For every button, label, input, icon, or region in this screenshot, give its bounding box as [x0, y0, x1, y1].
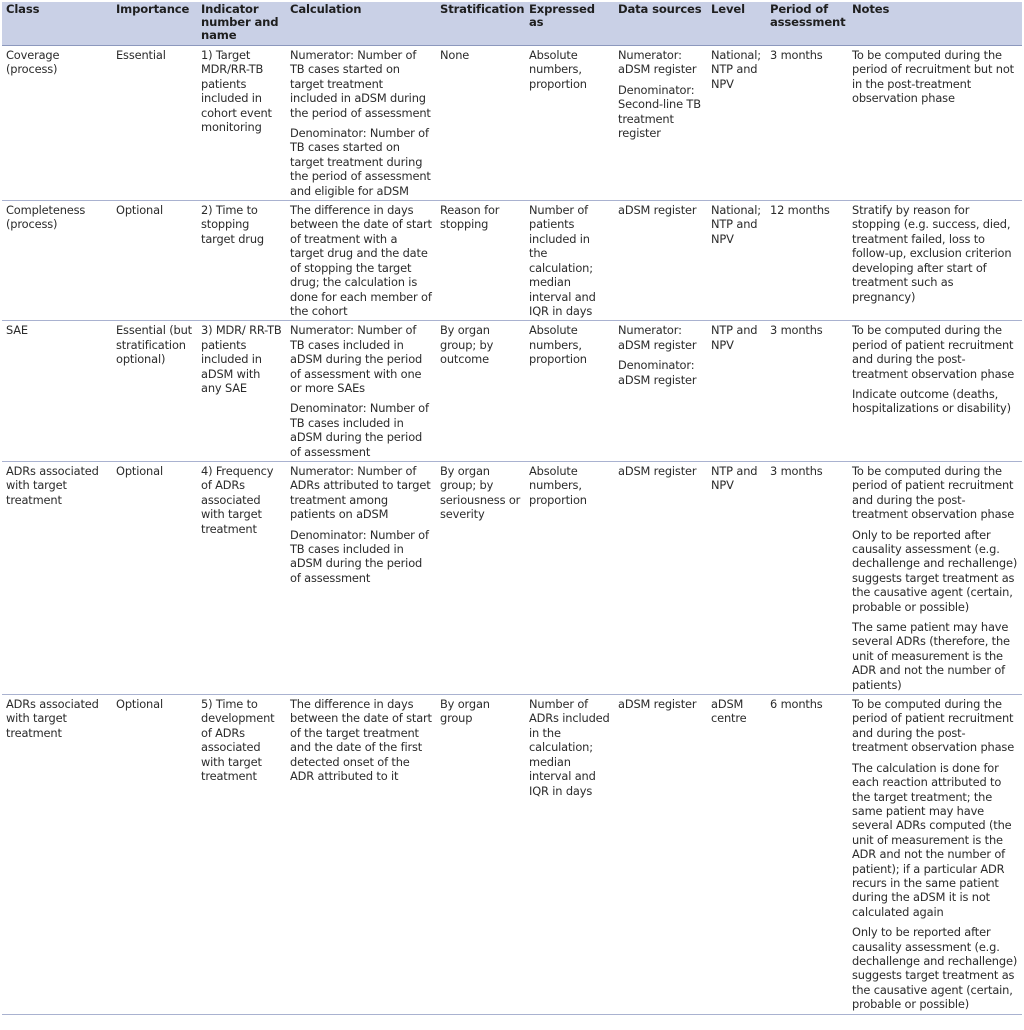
source-denominator: Denominator: Second-line TB treatment register: [618, 82, 701, 141]
table-row: [2, 201, 1022, 321]
calculation-numerator: Numerator: Number of ADRs attributed to target treatment among patients on aDSM: [290, 463, 431, 522]
cell-calculation: [286, 695, 436, 1015]
cell-expressed: Absolute numbers, proportion: [525, 321, 614, 462]
header-expressed: Expressed as: [525, 2, 614, 46]
cell-level: aDSM centre: [707, 695, 766, 1015]
cell-calculation: [286, 461, 436, 694]
cell-class: ADRs associated with target treatment: [2, 695, 112, 1015]
cell-period: 3 months: [766, 46, 848, 201]
table-row: [2, 695, 1022, 1015]
note: To be computed during the period of patient recruitment and during the post-treatment observation phase: [852, 463, 1015, 522]
cell-sources: [614, 461, 707, 694]
cell-class: Coverage (process): [2, 46, 112, 201]
cell-notes: [848, 201, 1022, 321]
cell-notes: [848, 46, 1022, 201]
cell-sources: [614, 321, 707, 462]
calculation-text: The difference in days between the date of start of the target treatment and the date of the first detected onset of the ADR attributed to it: [290, 697, 432, 784]
cell-period: 3 months: [766, 461, 848, 694]
cell-stratification: By organ group; by outcome: [436, 321, 525, 462]
note: Stratify by reason for stopping (e.g. success, died, treatment failed, loss to follow-up, exclusion criterion developing after start of treatment such as pregnancy): [852, 203, 1012, 304]
calculation-denominator: Denominator: Number of TB cases included in aDSM during the period of assessment: [290, 401, 429, 459]
cell-expressed: Number of ADRs included in the calculation; median interval and IQR in days: [525, 695, 614, 1015]
cell-period: 3 months: [766, 321, 848, 462]
header-calculation: Calculation: [286, 2, 436, 46]
source: aDSM register: [618, 463, 697, 478]
note: The same patient may have several ADRs (therefore, the unit of measurement is the ADR and not the number of patients): [852, 620, 1010, 692]
header-stratification: Stratification: [436, 2, 525, 46]
cell-importance: Optional: [112, 695, 197, 1015]
cell-indicator: 1) Target MDR/RR-TB patients included in cohort event monitoring: [197, 46, 286, 201]
table-row: [2, 46, 1022, 201]
header-period: Period of assessment: [766, 2, 848, 46]
indicators-table: [2, 2, 1022, 1015]
cell-importance: Optional: [112, 201, 197, 321]
cell-level: NTP and NPV: [707, 461, 766, 694]
header-level: Level: [707, 2, 766, 46]
calculation-denominator: Denominator: Number of TB cases started on target treatment during the period of assessment and eligible for aDSM: [290, 126, 431, 198]
cell-indicator: 3) MDR/ RR-TB patients included in aDSM with any SAE: [197, 321, 286, 462]
header-sources: Data sources: [614, 2, 707, 46]
source-numerator: Numerator: aDSM register: [618, 48, 697, 77]
cell-sources: [614, 46, 707, 201]
header-class: Class: [2, 2, 112, 46]
note: Only to be reported after causality assessment (e.g. dechallenge and rechallenge) suggests target treatment as the causative agent (certain, probable or possible): [852, 925, 1018, 1012]
note: To be computed during the period of patient recruitment and during the post-treatment observation phase: [852, 323, 1015, 381]
cell-calculation: [286, 321, 436, 462]
calculation-denominator: Denominator: Number of TB cases included in aDSM during the period of assessment: [290, 527, 429, 585]
cell-calculation: [286, 46, 436, 201]
cell-indicator: 5) Time to development of ADRs associated with target treatment: [197, 695, 286, 1015]
header-notes: Notes: [848, 2, 1022, 46]
source: aDSM register: [618, 697, 697, 712]
cell-class: SAE: [2, 321, 112, 462]
header-importance: Importance: [112, 2, 197, 46]
cell-sources: [614, 695, 707, 1015]
cell-class: Completeness (process): [2, 201, 112, 321]
cell-period: 6 months: [766, 695, 848, 1015]
table-row: [2, 321, 1022, 462]
cell-period: 12 months: [766, 201, 848, 321]
note: To be computed during the period of patient recruitment and during the post-treatment observation phase: [852, 697, 1015, 755]
cell-notes: [848, 695, 1022, 1015]
header-row: [2, 2, 1022, 46]
cell-sources: [614, 201, 707, 321]
source-denominator: Denominator: aDSM register: [618, 358, 697, 387]
calculation-numerator: Numerator: Number of TB cases included in aDSM during the period of assessment with one or more SAEs: [290, 323, 423, 395]
cell-expressed: Absolute numbers, proportion: [525, 46, 614, 201]
cell-stratification: None: [436, 46, 525, 201]
calculation-text: The difference in days between the date of start of treatment with a target drug and the date of stopping the target drug; the calculation is done for each member of the cohort: [290, 203, 432, 318]
cell-stratification: By organ group: [436, 695, 525, 1015]
note: Only to be reported after causality assessment (e.g. dechallenge and rechallenge) suggests target treatment as the causative agent (certain, probable or possible): [852, 527, 1018, 614]
cell-class: ADRs associated with target treatment: [2, 461, 112, 694]
header-indicator: Indicator number and name: [197, 2, 286, 46]
cell-indicator: 4) Frequency of ADRs associated with target treatment: [197, 461, 286, 694]
source-numerator: Numerator: aDSM register: [618, 323, 697, 352]
cell-level: NTP and NPV: [707, 321, 766, 462]
cell-expressed: Absolute numbers, proportion: [525, 461, 614, 694]
cell-importance: Essential (but stratification optional): [112, 321, 197, 462]
cell-stratification: By organ group; by seriousness or severity: [436, 461, 525, 694]
calculation-numerator: Numerator: Number of TB cases started on target treatment included in aDSM during the period of assessment: [290, 48, 431, 120]
cell-notes: [848, 321, 1022, 462]
note: To be computed during the period of recruitment but not in the post-treatment observation phase: [852, 48, 1014, 106]
cell-calculation: [286, 201, 436, 321]
note: The calculation is done for each reaction attributed to the target treatment; the same patient may have several ADRs computed (the unit of measurement is the ADR and not the number of patient); if a particular ADR recurs in the same patient during the aDSM it is not calculated again: [852, 760, 1012, 919]
cell-level: National; NTP and NPV: [707, 46, 766, 201]
cell-notes: [848, 461, 1022, 694]
cell-level: National; NTP and NPV: [707, 201, 766, 321]
note: Indicate outcome (deaths, hospitalizations or disability): [852, 386, 1011, 416]
table-row: [2, 461, 1022, 694]
cell-stratification: Reason for stopping: [436, 201, 525, 321]
cell-expressed: Number of patients included in the calculation; median interval and IQR in days: [525, 201, 614, 321]
cell-importance: Optional: [112, 461, 197, 694]
cell-indicator: 2) Time to stopping target drug: [197, 201, 286, 321]
source: aDSM register: [618, 203, 697, 218]
cell-importance: Essential: [112, 46, 197, 201]
